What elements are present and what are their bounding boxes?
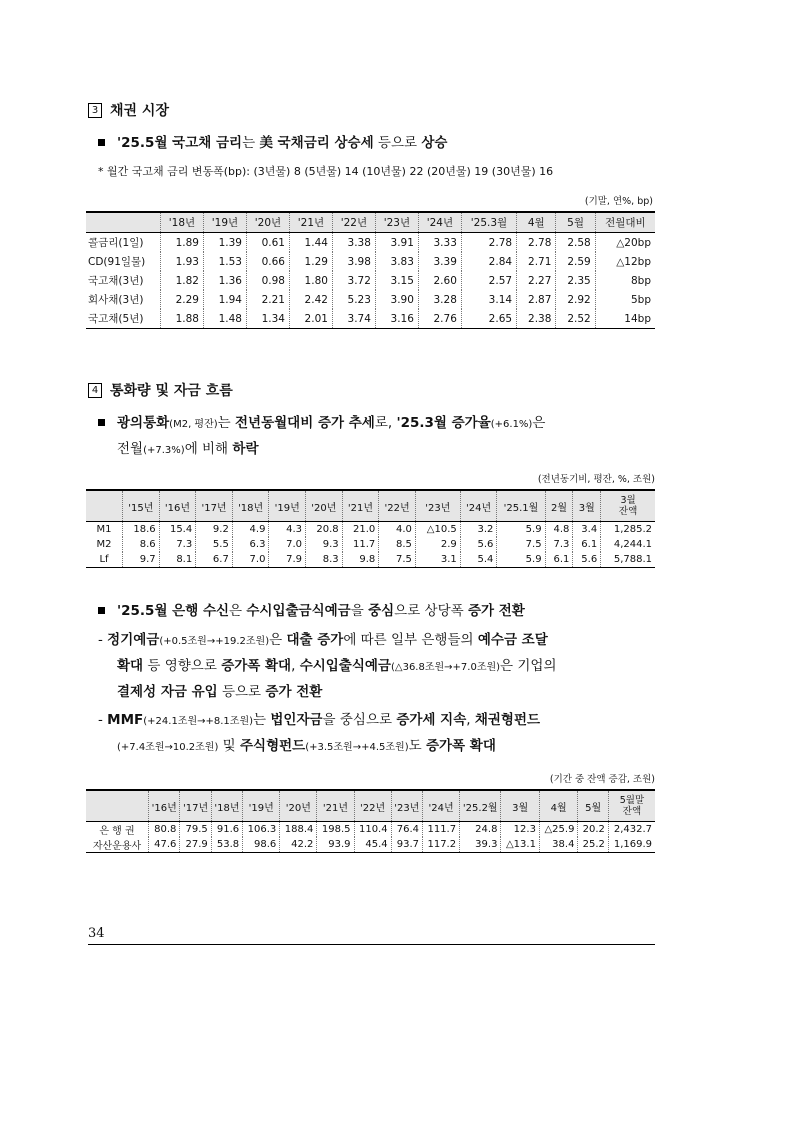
- table-cell: 5.23: [332, 290, 375, 309]
- table-cell: 1.93: [161, 252, 204, 271]
- col-header: '25.1월: [497, 490, 545, 522]
- table-cell: 7.0: [232, 552, 269, 568]
- table-cell: 79.5: [180, 822, 211, 838]
- row-label: 국고채(5년): [88, 313, 144, 325]
- dash-line-1: [98, 628, 668, 654]
- table-cell: 3.83: [375, 252, 418, 271]
- row-label: 회사채(3년): [88, 294, 144, 306]
- col-header: '25.2월: [460, 790, 501, 822]
- table-cell: 1.53: [203, 252, 246, 271]
- text: 및: [218, 738, 240, 754]
- text: 등으로: [373, 135, 422, 151]
- table-cell: 24.8: [460, 822, 501, 838]
- text: 등으로: [217, 684, 266, 700]
- row-label: M2: [96, 539, 112, 550]
- table-cell: 1.34: [246, 309, 289, 329]
- row-label: 은 행 권: [99, 826, 135, 837]
- section-title: 통화량 및 자금 흐름: [110, 383, 233, 399]
- table-cell: 1,285.2: [601, 522, 655, 538]
- table-cell: 2.87: [517, 290, 556, 309]
- table-cell: 2,432.7: [608, 822, 655, 838]
- bond-rate-table: [86, 211, 655, 329]
- table-cell: 2.27: [517, 271, 556, 290]
- table-cell: 3.74: [332, 309, 375, 329]
- table-cell: 38.4: [539, 837, 578, 853]
- table-cell: 9.8: [342, 552, 379, 568]
- bullet-bank-deposits: [98, 599, 668, 623]
- col-header: '23년: [391, 790, 422, 822]
- col-header: '20년: [306, 490, 343, 522]
- text: 에 비해: [184, 441, 233, 457]
- table-cell: 5.6: [460, 537, 497, 552]
- table-row: [86, 309, 655, 329]
- text-small: (+3.5조원→+4.5조원): [305, 742, 409, 753]
- table-cell: 2.52: [556, 309, 595, 329]
- bullet-square-icon: [98, 419, 105, 426]
- table-cell: 5bp: [595, 290, 655, 309]
- text-small: (+6.1%): [490, 419, 533, 430]
- table-cell: 3.16: [375, 309, 418, 329]
- table-cell: 4,244.1: [601, 537, 655, 552]
- text-bold: 예수금 조달: [477, 632, 548, 648]
- table-cell: 2.71: [517, 252, 556, 271]
- col-header: 4월: [517, 212, 556, 233]
- text-bold: 전년동월대비 증가 추세: [235, 415, 375, 431]
- text: ,: [466, 712, 475, 728]
- text: 전월: [117, 441, 144, 457]
- col-header-balance: [608, 790, 655, 822]
- table-cell: 47.6: [149, 837, 180, 853]
- table-cell: △20bp: [595, 233, 655, 253]
- col-header: '17년: [196, 490, 233, 522]
- col-header: '21년: [317, 790, 354, 822]
- row-label: 콜금리(1일): [88, 237, 144, 249]
- table-cell: △25.9: [539, 822, 578, 838]
- col-header: '15년: [123, 490, 160, 522]
- table-cell: 39.3: [460, 837, 501, 853]
- text-bold: 증가폭 확대: [425, 738, 496, 754]
- table-cell: △13.1: [501, 837, 540, 853]
- col-header: '19년: [243, 790, 280, 822]
- table-cell: 8.1: [159, 552, 196, 568]
- col-header-balance: [601, 490, 655, 522]
- text-bold: 주식형펀드: [240, 738, 306, 754]
- table-cell: 21.0: [342, 522, 379, 538]
- table-row: [86, 271, 655, 290]
- text: 을 중심으로: [322, 712, 397, 728]
- table-cell: 45.4: [354, 837, 391, 853]
- table-cell: 1.80: [289, 271, 332, 290]
- table-cell: 198.5: [317, 822, 354, 838]
- table-cell: 2.76: [418, 309, 461, 329]
- bullet-bond-rate: [98, 131, 678, 155]
- col-header: '20년: [246, 212, 289, 233]
- table-cell: 7.3: [545, 537, 573, 552]
- dash-line-1: [98, 708, 668, 734]
- text-bold: '25.5월 국고채 금리: [117, 135, 243, 151]
- text-bold: '25.5월 은행 수신: [117, 603, 230, 619]
- text-bold: 하락: [232, 441, 259, 457]
- col-header: '21년: [342, 490, 379, 522]
- table-cell: 5.9: [497, 522, 545, 538]
- text-bold: 상승: [421, 135, 448, 151]
- table-cell: 53.8: [211, 837, 242, 853]
- header-line: 잔액: [618, 506, 638, 517]
- text-small: (+24.1조원→+8.1조원): [143, 716, 254, 727]
- text-bold: 증가폭 확대: [221, 658, 292, 674]
- col-header: '18년: [232, 490, 269, 522]
- col-header: '19년: [203, 212, 246, 233]
- table-row: [86, 537, 655, 552]
- table-cell: 20.2: [578, 822, 608, 838]
- table-cell: 27.9: [180, 837, 211, 853]
- col-header: '18년: [161, 212, 204, 233]
- col-header: 5월: [578, 790, 608, 822]
- table-cell: 15.4: [159, 522, 196, 538]
- dash-item-time-deposits: [98, 628, 668, 704]
- col-header: '22년: [354, 790, 391, 822]
- table-cell: 12.3: [501, 822, 540, 838]
- text-small: (+7.4조원→10.2조원): [117, 742, 219, 753]
- table-row: [86, 522, 655, 538]
- col-header: 5월: [556, 212, 595, 233]
- table-cell: 3.15: [375, 271, 418, 290]
- col-header: 3월: [501, 790, 540, 822]
- table-cell: 4.3: [269, 522, 306, 538]
- table-cell: 3.39: [418, 252, 461, 271]
- col-header: '23년: [375, 212, 418, 233]
- col-header: 2월: [545, 490, 573, 522]
- table-cell: 0.61: [246, 233, 289, 253]
- table-cell: 2.58: [556, 233, 595, 253]
- table-cell: 3.91: [375, 233, 418, 253]
- deposit-flow-table: [86, 789, 655, 853]
- table-cell: 3.28: [418, 290, 461, 309]
- table-cell: 98.6: [243, 837, 280, 853]
- text: 는: [253, 712, 271, 728]
- col-header: '18년: [211, 790, 242, 822]
- dash-line-3: [98, 680, 668, 704]
- table-cell: 42.2: [280, 837, 317, 853]
- text-bold: 결제성 자금 유입: [117, 684, 218, 700]
- table-cell: 3.72: [332, 271, 375, 290]
- row-label: 국고채(3년): [88, 275, 144, 287]
- table-row: [86, 837, 655, 853]
- table-cell: 2.01: [289, 309, 332, 329]
- col-header: '24년: [418, 212, 461, 233]
- text-bold: 증가세 지속: [396, 712, 467, 728]
- text-bold: 대출 증가: [286, 632, 344, 648]
- section-title: 채권 시장: [110, 103, 169, 119]
- table-cell: 3.38: [332, 233, 375, 253]
- text: 은 기업의: [500, 658, 557, 674]
- text-bold: '25.3월 증가율: [396, 415, 491, 431]
- money-supply-table: [86, 489, 655, 568]
- table-cell: 1.88: [161, 309, 204, 329]
- table-cell: 2.78: [461, 233, 516, 253]
- text-bold: 美 국채금리 상승세: [259, 135, 374, 151]
- section-4-heading: [88, 380, 233, 400]
- table-cell: 5.9: [497, 552, 545, 568]
- table-cell: 8bp: [595, 271, 655, 290]
- text-bold: 중심: [368, 603, 395, 619]
- col-header: '17년: [180, 790, 211, 822]
- col-header: '16년: [149, 790, 180, 822]
- page-number: 34: [88, 926, 105, 941]
- bullet-square-icon: [98, 607, 105, 614]
- table-row: [86, 822, 655, 838]
- col-header: '23년: [415, 490, 460, 522]
- text: 는: [242, 135, 260, 151]
- unit-label: (기말, 연%, bp): [584, 196, 653, 207]
- text: 에 따른 일부 은행들의: [343, 632, 478, 648]
- table-header-row: [86, 490, 655, 522]
- table-cell: 1.82: [161, 271, 204, 290]
- col-header: '25.3월: [461, 212, 516, 233]
- table-cell: 111.7: [423, 822, 460, 838]
- table-cell: 2.9: [415, 537, 460, 552]
- row-label: Lf: [99, 554, 109, 565]
- bullet-money-supply: [98, 411, 668, 463]
- table-cell: 1.94: [203, 290, 246, 309]
- table-cell: 106.3: [243, 822, 280, 838]
- dash-line-2: [98, 654, 668, 680]
- text-small: (△36.8조원→+7.0조원): [390, 662, 501, 673]
- table-cell: 5.4: [460, 552, 497, 568]
- table-cell: 2.59: [556, 252, 595, 271]
- table-cell: 8.5: [379, 537, 416, 552]
- table-cell: 3.98: [332, 252, 375, 271]
- text: ,: [291, 658, 300, 674]
- table-cell: 20.8: [306, 522, 343, 538]
- table-cell: 3.4: [573, 522, 601, 538]
- table-cell: 2.57: [461, 271, 516, 290]
- table-cell: 2.29: [161, 290, 204, 309]
- corner-cell: [86, 490, 123, 522]
- table-cell: 2.92: [556, 290, 595, 309]
- table-cell: 2.42: [289, 290, 332, 309]
- text: 은: [269, 632, 287, 648]
- corner-cell: [86, 212, 161, 233]
- bullet-line-1: [98, 411, 668, 437]
- table-cell: 91.6: [211, 822, 242, 838]
- table-cell: 2.65: [461, 309, 516, 329]
- table-cell: 5.5: [196, 537, 233, 552]
- text-bold: 증가 전환: [467, 603, 525, 619]
- table-cell: 9.7: [123, 552, 160, 568]
- table-cell: 1.44: [289, 233, 332, 253]
- table-cell: 3.90: [375, 290, 418, 309]
- section-number: 4: [88, 383, 102, 398]
- table-cell: 8.3: [306, 552, 343, 568]
- text: 을: [350, 603, 369, 619]
- row-label: 자산운용사: [92, 841, 142, 852]
- text-small: (+0.5조원→+19.2조원): [159, 636, 270, 647]
- table-cell: 2.84: [461, 252, 516, 271]
- table-cell: 3.1: [415, 552, 460, 568]
- table-cell: 7.5: [379, 552, 416, 568]
- table-cell: 3.14: [461, 290, 516, 309]
- text-bold: 확대: [117, 658, 144, 674]
- table-cell: 2.21: [246, 290, 289, 309]
- table-cell: 3.2: [460, 522, 497, 538]
- table-cell: 2.78: [517, 233, 556, 253]
- text-bold: 정기예금: [107, 632, 160, 648]
- dash-line-2: [98, 734, 668, 760]
- row-label: CD(91일물): [88, 256, 146, 268]
- table-cell: 2.60: [418, 271, 461, 290]
- table-row: [86, 233, 655, 253]
- footer-rule: [88, 944, 655, 945]
- table-cell: 7.0: [269, 537, 306, 552]
- table-cell: 80.8: [149, 822, 180, 838]
- text: 는: [217, 415, 235, 431]
- text-bold: 법인자금: [270, 712, 323, 728]
- table-cell: 9.3: [306, 537, 343, 552]
- table-cell: 9.2: [196, 522, 233, 538]
- table-cell: 5,788.1: [601, 552, 655, 568]
- table-cell: 8.6: [123, 537, 160, 552]
- table-cell: 1.89: [161, 233, 204, 253]
- table-cell: 2.38: [517, 309, 556, 329]
- table-cell: 76.4: [391, 822, 422, 838]
- dash-marker: -: [98, 712, 108, 728]
- text: 도: [408, 738, 426, 754]
- table-cell: 4.9: [232, 522, 269, 538]
- col-header: '22년: [379, 490, 416, 522]
- table-cell: 188.4: [280, 822, 317, 838]
- table-cell: 1,169.9: [608, 837, 655, 853]
- table-cell: 93.7: [391, 837, 422, 853]
- col-header: '24년: [423, 790, 460, 822]
- text-bold: 수시입출금식예금: [246, 603, 351, 619]
- table-cell: 1.39: [203, 233, 246, 253]
- table-cell: 4.8: [545, 522, 573, 538]
- corner-cell: [86, 790, 149, 822]
- table-cell: 6.1: [573, 537, 601, 552]
- table-cell: 1.29: [289, 252, 332, 271]
- table-cell: 1.48: [203, 309, 246, 329]
- table-cell: 0.98: [246, 271, 289, 290]
- text: 은: [532, 415, 546, 431]
- table-cell: 14bp: [595, 309, 655, 329]
- section-3-heading: [88, 100, 169, 120]
- text-bold: 광의통화: [117, 415, 170, 431]
- table-row: [86, 252, 655, 271]
- table-cell: 6.3: [232, 537, 269, 552]
- table-cell: 7.5: [497, 537, 545, 552]
- text-bold: MMF: [107, 712, 144, 728]
- table-cell: 7.3: [159, 537, 196, 552]
- text: 은: [229, 603, 247, 619]
- table-cell: 25.2: [578, 837, 608, 853]
- table-cell: 4.0: [379, 522, 416, 538]
- table-cell: 110.4: [354, 822, 391, 838]
- col-header: '19년: [269, 490, 306, 522]
- table-row: [86, 552, 655, 568]
- col-header: 3월: [573, 490, 601, 522]
- col-header: '20년: [280, 790, 317, 822]
- col-header: '22년: [332, 212, 375, 233]
- table-cell: 5.6: [573, 552, 601, 568]
- text-bold: 수시입출식예금: [299, 658, 391, 674]
- text-small: (+7.3%): [143, 445, 185, 456]
- row-label: M1: [96, 524, 112, 535]
- text-small: (M2, 평잔): [169, 419, 218, 430]
- table-cell: 18.6: [123, 522, 160, 538]
- text-bold: 채권형펀드: [474, 712, 541, 728]
- text: 등 영향으로: [143, 658, 222, 674]
- unit-label: (기간 중 잔액 증감, 조원): [549, 774, 655, 785]
- header-line: 5월말: [619, 795, 645, 806]
- text: 으로 상당폭: [394, 603, 468, 619]
- table-cell: 6.1: [545, 552, 573, 568]
- table-header-row: [86, 790, 655, 822]
- bullet-line-2: [98, 437, 668, 463]
- dash-marker: -: [98, 632, 108, 648]
- header-line: 3월: [620, 495, 636, 506]
- unit-label: (전년동기비, 평잔, %, 조원): [537, 474, 655, 485]
- table-row: [86, 290, 655, 309]
- dash-item-mmf: [98, 708, 668, 760]
- text-bold: 증가 전환: [265, 684, 323, 700]
- col-header: '16년: [159, 490, 196, 522]
- table-cell: 117.2: [423, 837, 460, 853]
- table-cell: 3.33: [418, 233, 461, 253]
- table-cell: △10.5: [415, 522, 460, 538]
- col-header: 4월: [539, 790, 578, 822]
- table-cell: 2.35: [556, 271, 595, 290]
- table-cell: 1.36: [203, 271, 246, 290]
- col-header: '24년: [460, 490, 497, 522]
- table-cell: 6.7: [196, 552, 233, 568]
- header-line: 잔액: [622, 806, 642, 817]
- table-cell: 93.9: [317, 837, 354, 853]
- footnote: * 월간 국고채 금리 변동폭(bp): (3년물) 8 (5년물) 14 (10년물) 22 (20년물) 19 (30년물) 16: [98, 165, 554, 178]
- table-cell: 0.66: [246, 252, 289, 271]
- bullet-square-icon: [98, 139, 105, 146]
- table-cell: 7.9: [269, 552, 306, 568]
- section-number: 3: [88, 103, 102, 118]
- col-header: 전월대비: [595, 212, 655, 233]
- col-header: '21년: [289, 212, 332, 233]
- table-cell: 11.7: [342, 537, 379, 552]
- text: 로,: [374, 415, 397, 431]
- table-cell: △12bp: [595, 252, 655, 271]
- table-header-row: [86, 212, 655, 233]
